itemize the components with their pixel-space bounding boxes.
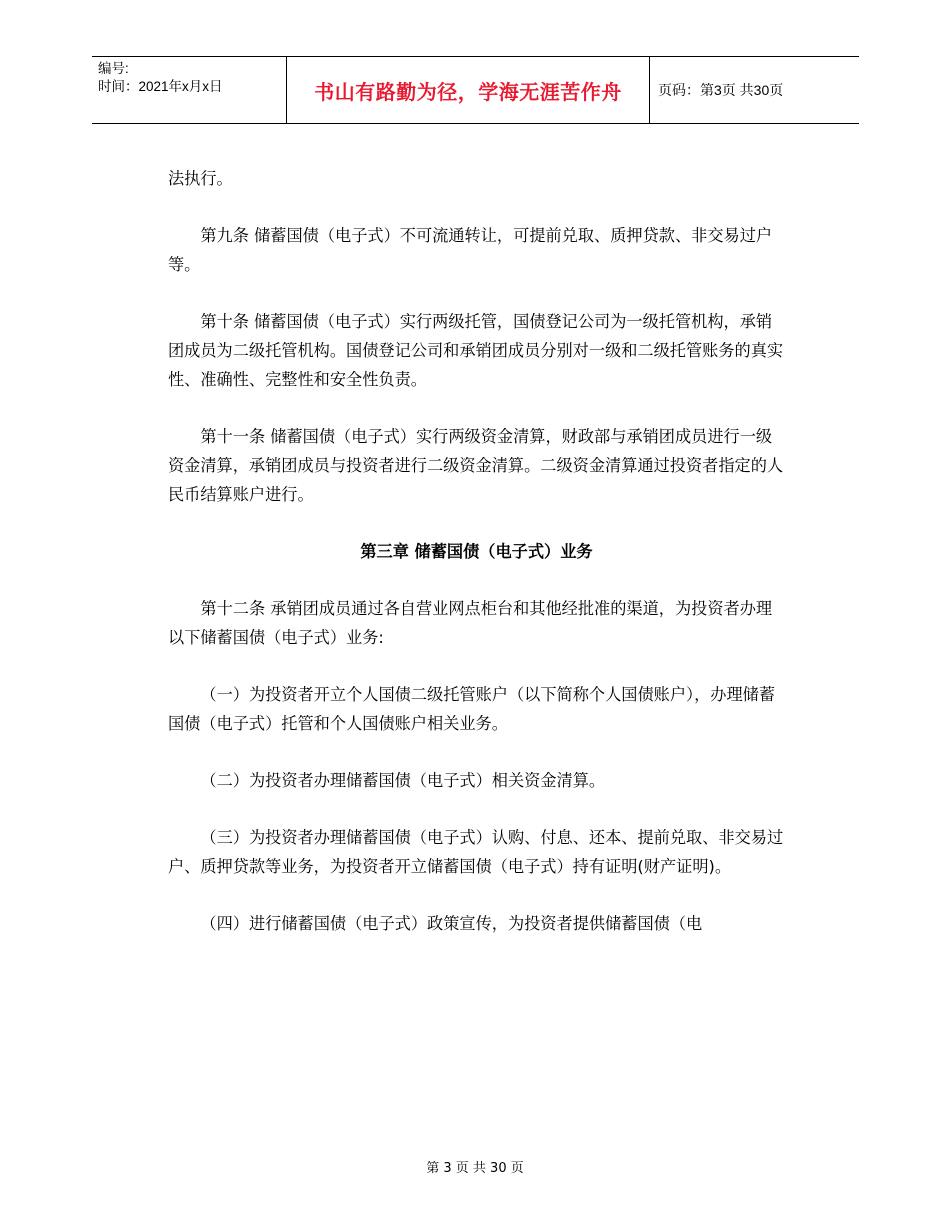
article-12-item-1: （一）为投资者开立个人国债二级托管账户（以下简称个人国债账户），办理储蓄国债（电子式）托管和个人国债账户相关业务。 [168,685,776,733]
article-12-item-3: （三）为投资者办理储蓄国债（电子式）认购、付息、还本、提前兑取、非交易过户、质押贷款等业务，为投资者开立储蓄国债（电子式）持有证明(财产证明)。 [168,828,784,876]
date-label: 时间：2021年x月x日 [98,79,223,94]
article-9: 第九条 储蓄国债（电子式）不可流通转让，可提前兑取、质押贷款、非交易过户等。 [168,226,773,274]
article-11: 第十一条 储蓄国债（电子式）实行两级资金清算，财政部与承销团成员进行一级资金清算，承销团成员与投资者进行二级资金清算。二级资金清算通过投资者指定的人民币结算账户进行。 [168,427,784,504]
header-meta [98,60,283,96]
article-12: 第十二条 承销团成员通过各自营业网点柜台和其他经批准的渠道，为投资者办理以下储蓄国债（电子式）业务: [168,599,773,647]
header-divider-right [649,57,650,123]
chapter-title: 第三章 储蓄国债（电子式）业务 [360,542,593,561]
header-page-code: 页码：第3页 共30页 [658,82,784,98]
page-header [92,56,859,124]
header-motto: 书山有路勤为径，学海无涯苦作舟 [314,79,622,104]
page-footer: 第 3 页 共 30 页 [426,1161,524,1176]
article-10: 第十条 储蓄国债（电子式）实行两级托管，国债登记公司为一级托管机构，承销团成员为二级托管机构。国债登记公司和承销团成员分别对一级和二级托管账务的真实性、准确性、完整性和安全性负责。 [168,312,784,389]
article-12-item-2: （二）为投资者办理储蓄国债（电子式）相关资金清算。 [200,771,606,790]
article-12-item-4: （四）进行储蓄国债（电子式）政策宣传，为投资者提供储蓄国债（电 [200,914,703,933]
paragraph-continuation: 法执行。 [168,169,233,188]
document-body [168,164,785,966]
serial-number-label: 编号: [98,61,129,76]
